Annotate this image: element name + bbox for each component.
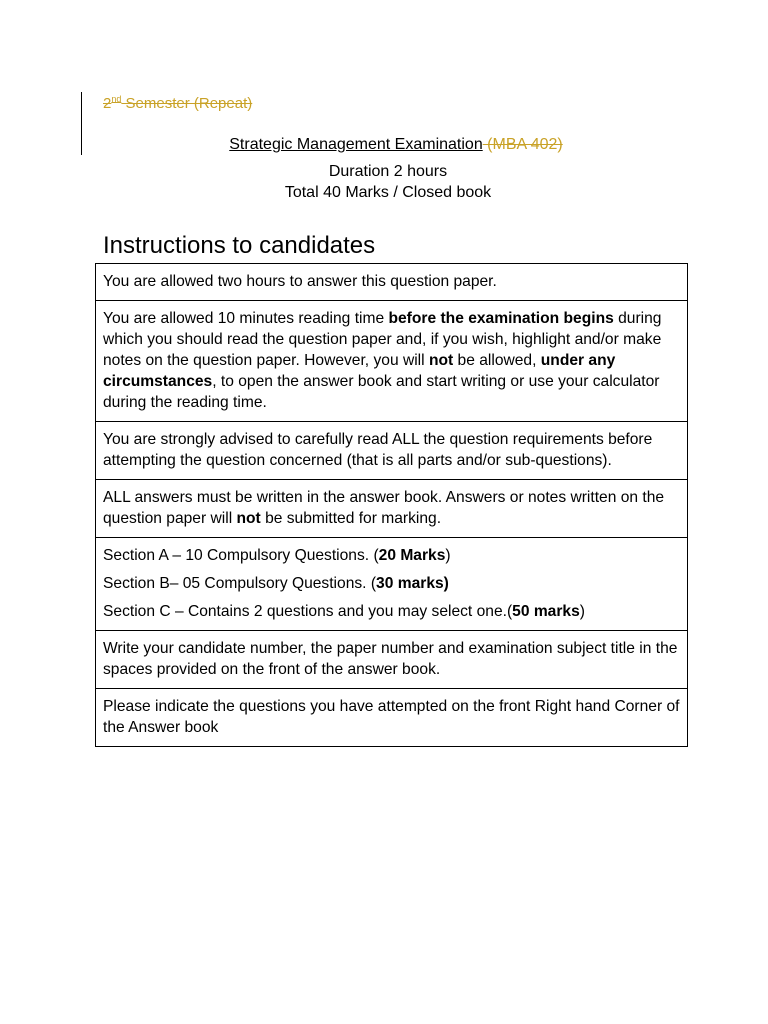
instruction-row — [96, 689, 688, 747]
instruction-cell: ALL answers must be written in the answer book. Answers or notes written on the question paper will not be submitted for marking. — [96, 480, 688, 538]
instruction-row-sections — [96, 538, 688, 631]
exam-duration: Duration 2 hours — [328, 163, 448, 180]
course-code: (MBA 402) — [482, 136, 563, 153]
instruction-row — [96, 631, 688, 689]
instruction-cell: You are allowed two hours to answer this question paper. — [96, 264, 688, 301]
instructions-heading: Instructions to candidates — [103, 232, 376, 259]
instruction-row — [96, 264, 688, 301]
instruction-row — [96, 301, 688, 422]
course-title: Strategic Management Examination — [229, 136, 483, 153]
instruction-row — [96, 480, 688, 538]
section-b-line: Section B– 05 Compulsory Questions. (30 marks) — [103, 575, 449, 592]
instruction-cell — [96, 538, 688, 631]
instruction-cell: Please indicate the questions you have attempted on the front Right hand Corner of the Answer book — [96, 689, 688, 747]
semester-label: 2nd Semester (Repeat) — [103, 94, 253, 112]
instruction-cell: You are allowed 10 minutes reading time before the examination begins during which you should read the question paper and, if you wish, highlight and/or make notes on the question paper. However, you will not be allowed, under any circumstances, to open the answer book and start writing or use your calculator during the reading time. — [96, 301, 688, 422]
section-a-line: Section A – 10 Compulsory Questions. (20 Marks) — [103, 547, 451, 564]
section-c-line: Section C – Contains 2 questions and you may select one.(50 marks) — [103, 603, 585, 620]
exam-total-marks: Total 40 Marks / Closed book — [284, 184, 492, 201]
course-title-line — [12, 136, 768, 154]
instructions-table — [95, 263, 688, 747]
instruction-cell: Write your candidate number, the paper number and examination subject title in the spaces provided on the front of the answer book. — [96, 631, 688, 689]
instruction-cell: You are strongly advised to carefully read ALL the question requirements before attempting the question concerned (that is all parts and/or sub-questions). — [96, 422, 688, 480]
instruction-row — [96, 422, 688, 480]
